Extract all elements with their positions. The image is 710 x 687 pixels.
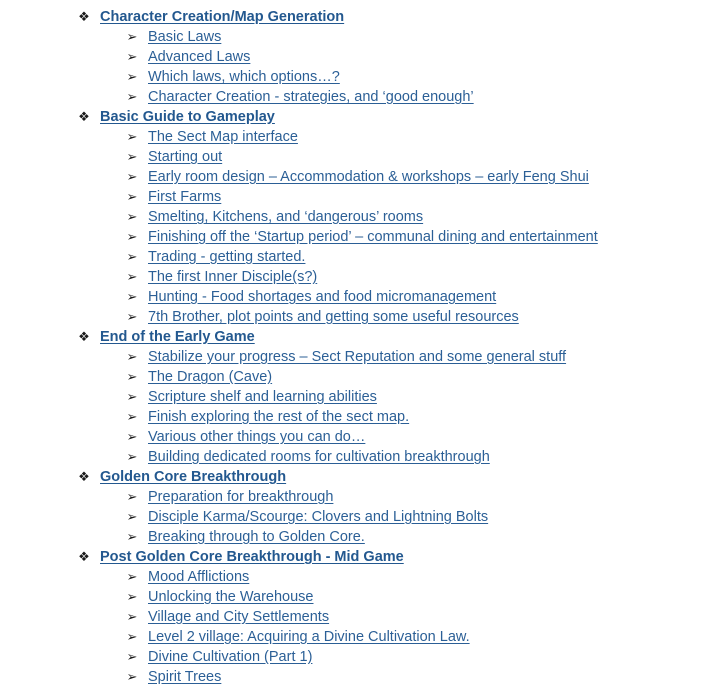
- toc-section-row: [0, 467, 710, 487]
- section-title-link[interactable]: End of the Early Game: [100, 329, 255, 345]
- toc-item-link[interactable]: Mood Afflictions: [148, 569, 250, 585]
- section-item-list: [0, 347, 710, 467]
- toc-item-link[interactable]: Starting out: [148, 149, 223, 165]
- toc-section: [0, 467, 710, 547]
- list-item: [0, 667, 710, 687]
- arrow-bullet-icon: ➢: [126, 569, 138, 584]
- toc-item-link[interactable]: Which laws, which options…?: [148, 69, 340, 85]
- toc-item-link[interactable]: Finishing off the ‘Startup period’ – communal dining and entertainment: [148, 229, 598, 245]
- list-item: [0, 407, 710, 427]
- toc-item-link[interactable]: Breaking through to Golden Core.: [148, 529, 365, 545]
- arrow-bullet-icon: ➢: [126, 249, 138, 264]
- toc-item-link[interactable]: Finish exploring the rest of the sect map.: [148, 409, 410, 425]
- section-title-link[interactable]: Basic Guide to Gameplay: [100, 109, 275, 125]
- arrow-bullet-icon: ➢: [126, 189, 138, 204]
- list-item: [0, 647, 710, 667]
- list-item: [0, 607, 710, 627]
- toc-section-row: [0, 547, 710, 567]
- list-item: [0, 587, 710, 607]
- arrow-bullet-icon: ➢: [126, 309, 138, 324]
- arrow-bullet-icon: ➢: [126, 449, 138, 464]
- arrow-bullet-icon: ➢: [126, 209, 138, 224]
- arrow-bullet-icon: ➢: [126, 589, 138, 604]
- list-item: [0, 227, 710, 247]
- list-item: [0, 487, 710, 507]
- toc-item-link[interactable]: 7th Brother, plot points and getting some useful resources: [148, 309, 519, 325]
- toc-item-link[interactable]: Stabilize your progress – Sect Reputation and some general stuff: [148, 349, 567, 365]
- list-item: [0, 87, 710, 107]
- list-item: [0, 427, 710, 447]
- arrow-bullet-icon: ➢: [126, 609, 138, 624]
- toc-item-link[interactable]: First Farms: [148, 189, 222, 205]
- arrow-bullet-icon: ➢: [126, 289, 138, 304]
- toc-item-link[interactable]: Advanced Laws: [148, 49, 251, 65]
- list-item: [0, 527, 710, 547]
- arrow-bullet-icon: ➢: [126, 629, 138, 644]
- list-item: [0, 47, 710, 67]
- list-item: [0, 67, 710, 87]
- list-item: [0, 127, 710, 147]
- toc-item-link[interactable]: Building dedicated rooms for cultivation breakthrough: [148, 449, 490, 465]
- arrow-bullet-icon: ➢: [126, 229, 138, 244]
- arrow-bullet-icon: ➢: [126, 489, 138, 504]
- list-item: [0, 287, 710, 307]
- arrow-bullet-icon: ➢: [126, 369, 138, 384]
- arrow-bullet-icon: ➢: [126, 429, 138, 444]
- table-of-contents: [0, 7, 710, 687]
- list-item: [0, 567, 710, 587]
- list-item: [0, 447, 710, 467]
- list-item: [0, 507, 710, 527]
- arrow-bullet-icon: ➢: [126, 349, 138, 364]
- toc-item-link[interactable]: Unlocking the Warehouse: [148, 589, 314, 605]
- toc-item-link[interactable]: Village and City Settlements: [148, 609, 330, 625]
- list-item: [0, 247, 710, 267]
- toc-section-row: [0, 107, 710, 127]
- arrow-bullet-icon: ➢: [126, 269, 138, 284]
- list-item: [0, 147, 710, 167]
- section-item-list: [0, 487, 710, 547]
- arrow-bullet-icon: ➢: [126, 529, 138, 544]
- arrow-bullet-icon: ➢: [126, 389, 138, 404]
- section-title-link[interactable]: Post Golden Core Breakthrough - Mid Game: [100, 549, 404, 565]
- list-item: [0, 267, 710, 287]
- toc-section: [0, 107, 710, 327]
- toc-item-link[interactable]: Divine Cultivation (Part 1): [148, 649, 313, 665]
- toc-item-link[interactable]: Level 2 village: Acquiring a Divine Cultivation Law.: [148, 629, 470, 645]
- arrow-bullet-icon: ➢: [126, 669, 138, 684]
- diamond-bullet-icon: ❖: [78, 329, 90, 344]
- arrow-bullet-icon: ➢: [126, 149, 138, 164]
- arrow-bullet-icon: ➢: [126, 509, 138, 524]
- arrow-bullet-icon: ➢: [126, 169, 138, 184]
- section-title-link[interactable]: Golden Core Breakthrough: [100, 469, 287, 485]
- list-item: [0, 27, 710, 47]
- toc-item-link[interactable]: Trading - getting started.: [148, 249, 306, 265]
- section-item-list: [0, 27, 710, 107]
- arrow-bullet-icon: ➢: [126, 89, 138, 104]
- list-item: [0, 307, 710, 327]
- toc-item-link[interactable]: Scripture shelf and learning abilities: [148, 389, 377, 405]
- list-item: [0, 387, 710, 407]
- toc-item-link[interactable]: Smelting, Kitchens, and ‘dangerous’ rooms: [148, 209, 424, 225]
- list-item: [0, 187, 710, 207]
- arrow-bullet-icon: ➢: [126, 409, 138, 424]
- toc-item-link[interactable]: The first Inner Disciple(s?): [148, 269, 318, 285]
- arrow-bullet-icon: ➢: [126, 49, 138, 64]
- toc-item-link[interactable]: The Dragon (Cave): [148, 369, 273, 385]
- toc-item-link[interactable]: Basic Laws: [148, 29, 222, 45]
- list-item: [0, 367, 710, 387]
- toc-item-link[interactable]: Early room design – Accommodation & workshops – early Feng Shui: [148, 169, 589, 185]
- toc-item-link[interactable]: Spirit Trees: [148, 669, 222, 685]
- diamond-bullet-icon: ❖: [78, 549, 90, 564]
- toc-item-link[interactable]: Various other things you can do…: [148, 429, 366, 445]
- diamond-bullet-icon: ❖: [78, 109, 90, 124]
- toc-section-row: [0, 327, 710, 347]
- toc-item-link[interactable]: Hunting - Food shortages and food micromanagement: [148, 289, 497, 305]
- list-item: [0, 627, 710, 647]
- list-item: [0, 167, 710, 187]
- arrow-bullet-icon: ➢: [126, 29, 138, 44]
- toc-item-link[interactable]: Character Creation - strategies, and ‘good enough’: [148, 89, 474, 105]
- list-item: [0, 347, 710, 367]
- section-item-list: [0, 127, 710, 327]
- section-title-link[interactable]: Character Creation/Map Generation: [100, 9, 345, 25]
- toc-section: [0, 327, 710, 467]
- section-item-list: [0, 567, 710, 687]
- diamond-bullet-icon: ❖: [78, 9, 90, 24]
- toc-section: [0, 547, 710, 687]
- arrow-bullet-icon: ➢: [126, 129, 138, 144]
- toc-section: [0, 7, 710, 107]
- toc-section-row: [0, 7, 710, 27]
- toc-item-link[interactable]: Disciple Karma/Scourge: Clovers and Lightning Bolts: [148, 509, 489, 525]
- arrow-bullet-icon: ➢: [126, 649, 138, 664]
- toc-item-link[interactable]: The Sect Map interface: [148, 129, 298, 145]
- diamond-bullet-icon: ❖: [78, 469, 90, 484]
- list-item: [0, 207, 710, 227]
- arrow-bullet-icon: ➢: [126, 69, 138, 84]
- toc-item-link[interactable]: Preparation for breakthrough: [148, 489, 334, 505]
